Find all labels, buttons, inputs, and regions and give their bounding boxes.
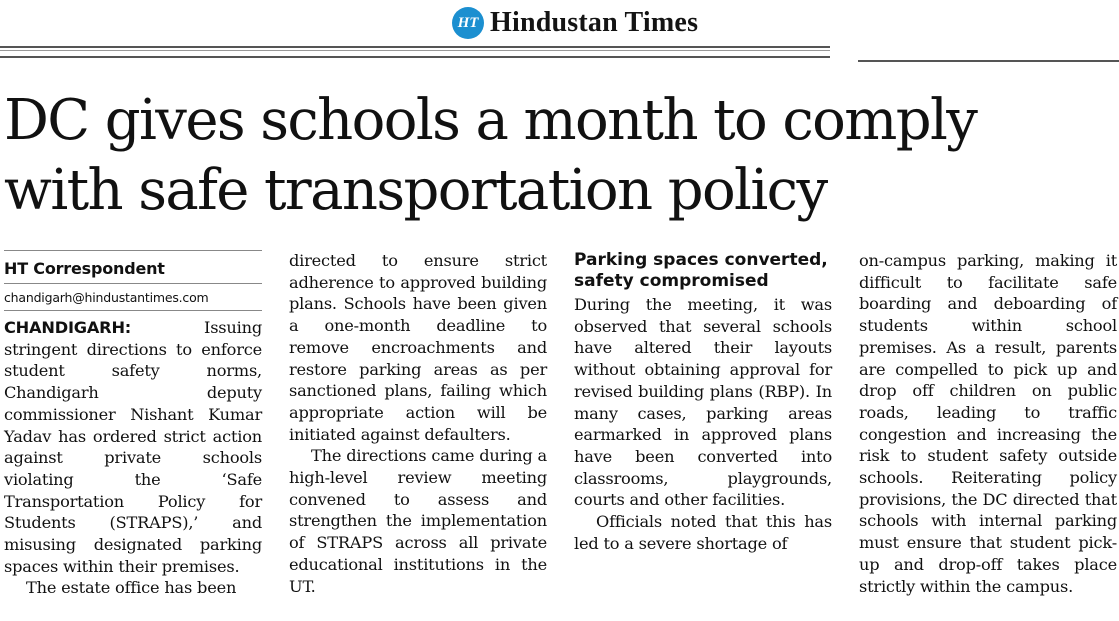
masthead-rule-inner <box>0 50 830 51</box>
paragraph: The estate office has been <box>26 578 237 598</box>
paragraph: The directions came during a high-level review meeting convened to assess and strengthen the implementation of STRAPS across all private educational institutions in the UT. <box>289 446 547 596</box>
article-column-2 <box>289 250 547 597</box>
headline: DC gives schools a month to comply with safe transportation policy <box>4 88 977 223</box>
paragraph: During the meeting, it was observed that several schools have altered their layouts without obtaining approval for revised building plans (RBP). In many cases, parking areas earmarked in approved plans have been converted into classrooms, playgrounds, courts and other facilities. <box>574 295 832 510</box>
subhead: Parking spaces converted, safety compromised <box>574 250 828 291</box>
paragraph: directed to ensure strict adherence to approved building plans. Schools have been given a one-month deadline to remove encroachments and restore parking areas as per sanctioned plans, failing which appropriate action will be initiated against defaulters. <box>289 251 547 444</box>
masthead <box>452 4 698 42</box>
email-rule <box>4 310 262 311</box>
ht-logo-icon: HT <box>452 7 484 39</box>
masthead-rule-double <box>0 46 830 58</box>
byline-rule <box>4 283 262 284</box>
brand-name: Hindustan Times <box>490 7 699 38</box>
paragraph <box>4 317 262 577</box>
paragraph-text: Issuing stringent directions to enforce student safety norms, Chandigarh deputy commissioner Nishant Kumar Yadav has ordered strict action against private schools violating the ‘Safe Transportation Policy for Students (STRAPS),’ and misusing designated parking spaces within their premises. <box>4 318 262 576</box>
paragraph: Officials noted that this has led to a severe shortage of <box>574 512 832 553</box>
article-column-1 <box>4 250 262 599</box>
masthead-rule-right <box>858 60 1119 62</box>
author-email: chandigarh@hindustantimes.com <box>4 290 209 305</box>
paragraph: on-campus parking, making it difficult to facilitate safe boarding and deboarding of students within school premises. As a result, parents are compelled to pick up and drop off children on public roads, leading to traffic congestion and increasing the risk to student safety outside schools. Reiterating policy provisions, the DC directed that schools with internal parking must ensure that student pick-up and drop-off takes place strictly within the campus. <box>859 251 1117 596</box>
dateline: CHANDIGARH: <box>4 318 132 337</box>
byline: HT Correspondent <box>4 259 165 278</box>
article-column-3 <box>574 250 832 554</box>
article-column-4 <box>859 250 1117 597</box>
byline-top-rule <box>4 250 262 251</box>
